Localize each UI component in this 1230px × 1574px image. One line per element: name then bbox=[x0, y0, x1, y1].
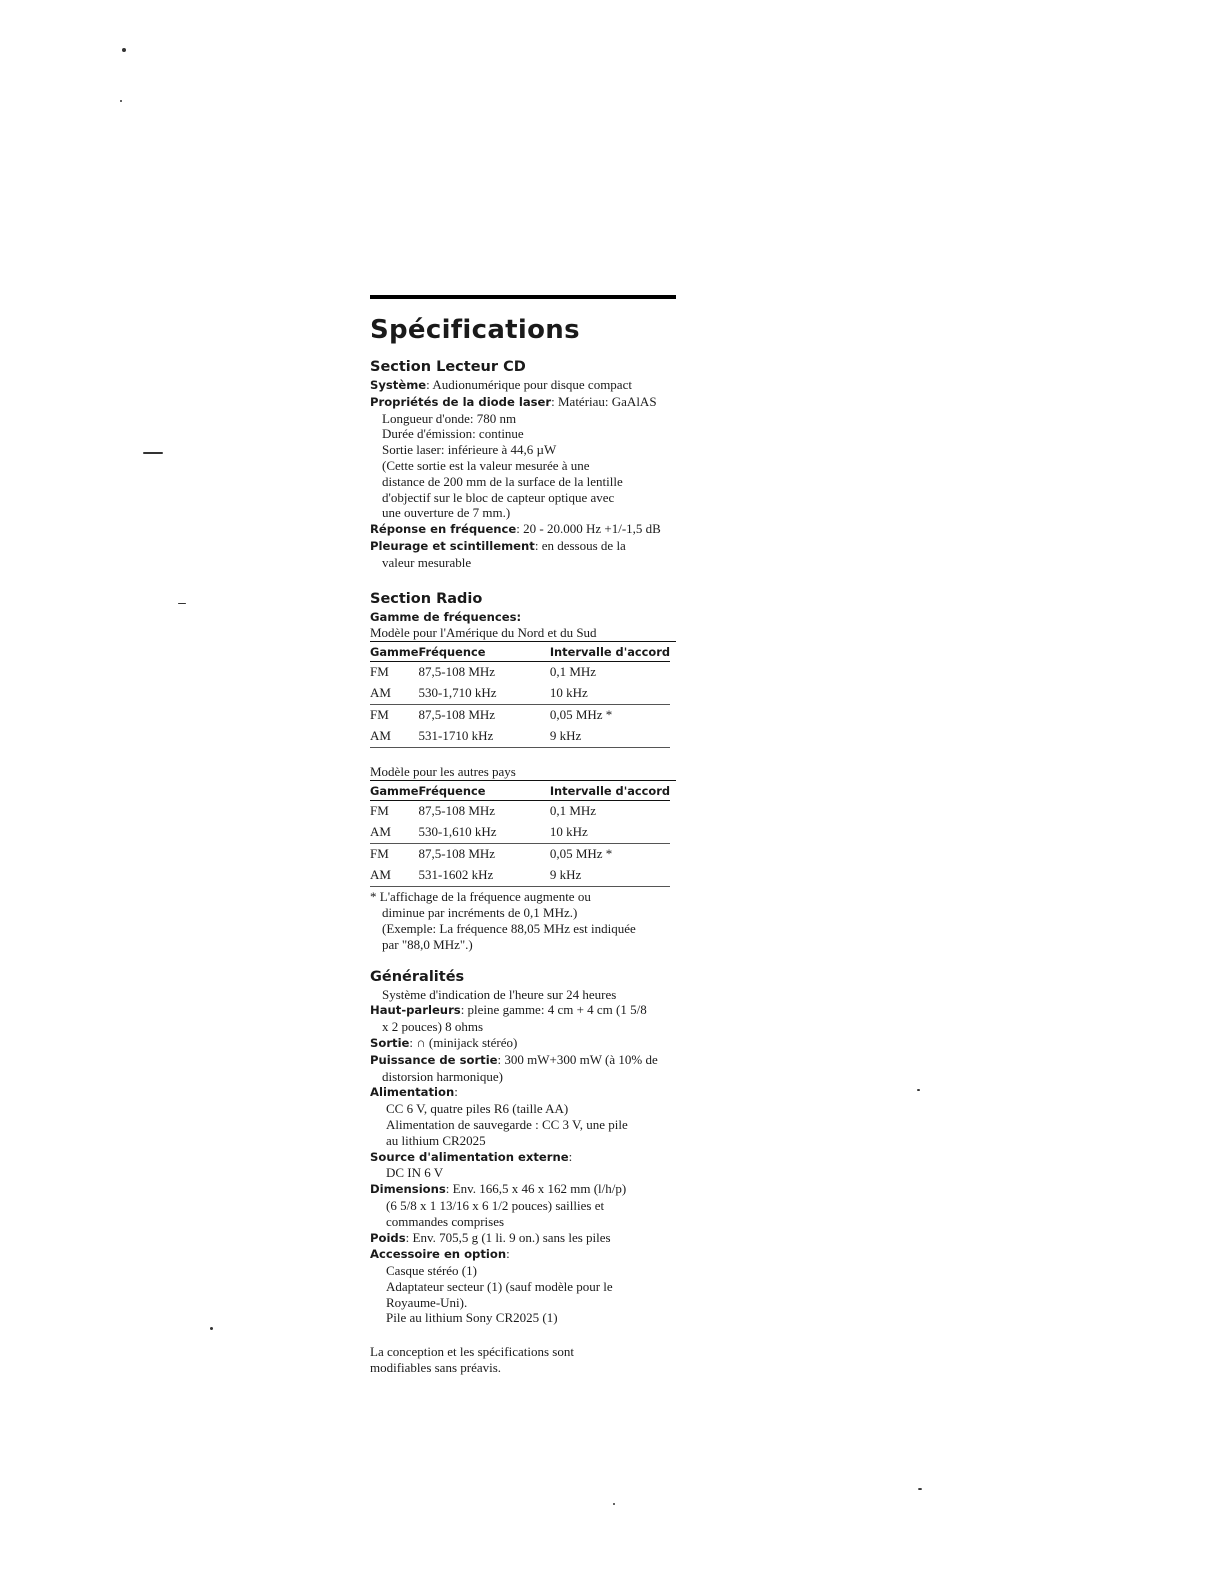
frequency-cell: 87,5-108 MHz bbox=[418, 664, 496, 680]
scan-speck bbox=[613, 1503, 615, 1505]
spec-key: Sortie bbox=[370, 1035, 410, 1050]
spec-line bbox=[370, 1214, 676, 1230]
spec-key: Réponse en fréquence bbox=[370, 522, 517, 537]
spec-value: une ouverture de 7 mm.) bbox=[382, 505, 511, 521]
scan-speck bbox=[143, 452, 163, 454]
spec-value: Alimentation de sauvegarde : CC 3 V, une pile bbox=[386, 1116, 628, 1132]
closing-line: La conception et les spécifications sont bbox=[370, 1344, 574, 1360]
frequency-cell: 530-1,610 kHz bbox=[419, 822, 550, 844]
step-cell: 9 kHz bbox=[550, 726, 670, 748]
spec-value: : Matériau: GaAlAS bbox=[551, 393, 657, 409]
step-cell: 0,1 MHz bbox=[549, 803, 597, 819]
closing-note bbox=[370, 1344, 676, 1376]
frequency-cell: 87,5-108 MHz bbox=[418, 846, 496, 862]
band-cell: FM bbox=[370, 803, 389, 819]
spec-line bbox=[370, 538, 676, 555]
spec-value: : Audionumérique pour disque compact bbox=[426, 377, 632, 392]
spec-line bbox=[370, 1310, 676, 1326]
step-cell: 0,05 MHz * bbox=[549, 707, 613, 723]
scan-speck bbox=[918, 1488, 922, 1490]
spec-value: : Env. 166,5 x 46 x 162 mm (l/h/p) bbox=[445, 1181, 627, 1197]
scan-speck bbox=[917, 1089, 920, 1091]
spec-value: : Env. 705,5 g (1 li. 9 on.) sans les piles bbox=[405, 1229, 611, 1245]
spec-key: Source d'alimentation externe bbox=[370, 1149, 569, 1164]
section-heading-radio: Section Radio bbox=[370, 590, 483, 607]
band-cell: AM bbox=[370, 683, 419, 705]
step-cell: 10 kHz bbox=[550, 822, 670, 844]
model-label-other: Modèle pour les autres pays bbox=[370, 764, 676, 781]
spec-line bbox=[370, 1165, 676, 1181]
footnote-line: par "88,0 MHz".) bbox=[382, 936, 473, 952]
step-cell: 9 kHz bbox=[550, 865, 670, 887]
spec-value: distance de 200 mm de la surface de la lentille bbox=[382, 473, 623, 489]
column-header-band: Gamme bbox=[370, 781, 419, 801]
band-cell: AM bbox=[370, 865, 419, 887]
band-cell: AM bbox=[370, 726, 419, 748]
spec-line bbox=[370, 1198, 676, 1214]
spec-value: : en dessous de la bbox=[534, 537, 626, 553]
frequency-cell: 87,5-108 MHz bbox=[418, 707, 496, 723]
model-label-americas: Modèle pour l'Amérique du Nord et du Sud bbox=[370, 625, 676, 642]
band-cell: FM bbox=[370, 846, 389, 862]
spec-line bbox=[370, 490, 676, 506]
spec-line bbox=[370, 1019, 676, 1035]
section-heading-cd: Section Lecteur CD bbox=[370, 359, 526, 375]
spec-line bbox=[370, 411, 676, 427]
spec-value: : 20 - 20.000 Hz +1/-1,5 dB bbox=[516, 521, 661, 537]
general-spec-list bbox=[370, 987, 676, 1327]
column-header-step: Intervalle d'accord bbox=[550, 642, 670, 662]
closing-line: modifiables sans préavis. bbox=[370, 1360, 502, 1376]
scan-speck bbox=[210, 1327, 213, 1330]
cd-spec-list bbox=[370, 377, 676, 571]
frequency-cell: 530-1,710 kHz bbox=[419, 683, 550, 705]
spec-key: Accessoire en option bbox=[370, 1247, 507, 1262]
band-cell: FM bbox=[370, 664, 389, 680]
frequency-table-other bbox=[370, 781, 670, 887]
footnote-line: diminue par incréments de 0,1 MHz.) bbox=[382, 905, 578, 921]
spec-line bbox=[370, 474, 676, 490]
spec-line bbox=[370, 1035, 676, 1052]
spec-line bbox=[370, 505, 676, 521]
spec-key: Pleurage et scintillement bbox=[370, 538, 535, 553]
spec-line bbox=[370, 555, 676, 571]
spec-value: Casque stéréo (1) bbox=[386, 1263, 477, 1279]
spec-value: : pleine gamme: 4 cm + 4 cm (1 5/8 bbox=[460, 1002, 647, 1018]
table-row bbox=[370, 844, 670, 866]
spec-value: CC 6 V, quatre piles R6 (taille AA) bbox=[386, 1101, 569, 1117]
spec-value: x 2 pouces) 8 ohms bbox=[382, 1019, 484, 1035]
section-heading-general: Généralités bbox=[370, 968, 465, 985]
spec-line bbox=[370, 1052, 676, 1069]
frequency-cell: 531-1710 kHz bbox=[419, 726, 550, 748]
frequency-cell: 87,5-108 MHz bbox=[418, 803, 496, 819]
spec-key: Alimentation bbox=[370, 1085, 455, 1100]
spec-value: commandes comprises bbox=[386, 1213, 505, 1229]
table-row bbox=[370, 662, 670, 684]
step-cell: 0,05 MHz * bbox=[549, 846, 613, 862]
scan-speck bbox=[122, 48, 126, 52]
table-row bbox=[370, 801, 670, 823]
spec-value: Adaptateur secteur (1) (sauf modèle pour le bbox=[386, 1278, 613, 1294]
spec-value: DC IN 6 V bbox=[386, 1165, 444, 1181]
spec-key: Propriétés de la diode laser bbox=[370, 394, 552, 409]
column-header-step: Intervalle d'accord bbox=[550, 781, 670, 801]
spec-line bbox=[370, 521, 676, 538]
band-cell: FM bbox=[370, 707, 389, 723]
spec-line bbox=[370, 426, 676, 442]
spec-line bbox=[370, 987, 676, 1003]
frequency-table-americas bbox=[370, 642, 670, 748]
spec-value: (6 5/8 x 1 13/16 x 6 1/2 pouces) saillies et bbox=[386, 1197, 605, 1213]
spec-line bbox=[370, 1133, 676, 1149]
spec-key: Système bbox=[370, 378, 427, 392]
spec-value: Royaume-Uni). bbox=[386, 1294, 468, 1310]
spec-value: au lithium CR2025 bbox=[386, 1132, 486, 1148]
column-header-frequency: Fréquence bbox=[419, 642, 550, 662]
frequency-cell: 531-1602 kHz bbox=[419, 865, 550, 887]
spec-line bbox=[370, 1101, 676, 1117]
spec-line bbox=[370, 1069, 676, 1085]
spec-line bbox=[370, 377, 676, 394]
spec-line bbox=[370, 1279, 676, 1295]
footnote-line: * L'affichage de la fréquence augmente ou bbox=[370, 889, 591, 905]
column-header-band: Gamme bbox=[370, 642, 419, 662]
spec-value: : bbox=[454, 1084, 458, 1100]
spec-value: : bbox=[568, 1148, 573, 1164]
spec-line bbox=[370, 1246, 676, 1263]
spec-value: Durée d'émission: continue bbox=[382, 426, 524, 442]
spec-value: : ∩ (minijack stéréo) bbox=[409, 1034, 518, 1050]
spec-value: Sortie laser: inférieure à 44,6 µW bbox=[382, 442, 557, 458]
scan-speck bbox=[120, 100, 122, 102]
specifications-page bbox=[370, 295, 676, 1376]
spec-value: Système d'indication de l'heure sur 24 heures bbox=[382, 986, 617, 1002]
table-row bbox=[370, 822, 670, 844]
spec-value: : 300 mW+300 mW (à 10% de bbox=[497, 1051, 658, 1067]
spec-line bbox=[370, 1149, 676, 1166]
spec-key: Dimensions bbox=[370, 1182, 446, 1197]
table-row bbox=[370, 726, 670, 748]
spec-line bbox=[370, 394, 676, 411]
step-cell: 10 kHz bbox=[550, 683, 670, 705]
spec-value: d'objectif sur le bloc de capteur optique avec bbox=[382, 489, 615, 505]
table-row bbox=[370, 705, 670, 727]
spec-key: Puissance de sortie bbox=[370, 1052, 498, 1067]
spec-key: Haut-parleurs bbox=[370, 1003, 461, 1018]
band-cell: AM bbox=[370, 822, 419, 844]
spec-line bbox=[370, 1181, 676, 1198]
scan-speck bbox=[178, 603, 186, 604]
frequency-range-label: Gamme de fréquences: bbox=[370, 609, 522, 624]
table-row bbox=[370, 865, 670, 887]
spec-key: Poids bbox=[370, 1230, 406, 1245]
spec-line bbox=[370, 1117, 676, 1133]
frequency-footnote bbox=[370, 889, 676, 952]
spec-line bbox=[370, 458, 676, 474]
spec-line bbox=[370, 1263, 676, 1279]
title-rule bbox=[370, 295, 676, 299]
spec-value: Pile au lithium Sony CR2025 (1) bbox=[386, 1310, 558, 1326]
spec-value: valeur mesurable bbox=[382, 554, 472, 570]
page-title: Spécifications bbox=[370, 315, 580, 345]
step-cell: 0,1 MHz bbox=[549, 664, 597, 680]
spec-value: Longueur d'onde: 780 nm bbox=[382, 410, 517, 426]
spec-line bbox=[370, 1084, 676, 1101]
spec-value: : bbox=[506, 1246, 510, 1262]
spec-line bbox=[370, 1295, 676, 1311]
spec-line bbox=[370, 442, 676, 458]
spec-value: distorsion harmonique) bbox=[382, 1068, 503, 1084]
footnote-line: (Exemple: La fréquence 88,05 MHz est indiquée bbox=[382, 920, 636, 936]
spec-line bbox=[370, 1002, 676, 1019]
spec-value: (Cette sortie est la valeur mesurée à une bbox=[382, 457, 590, 473]
spec-line bbox=[370, 1230, 676, 1247]
column-header-frequency: Fréquence bbox=[419, 781, 550, 801]
table-row bbox=[370, 683, 670, 705]
